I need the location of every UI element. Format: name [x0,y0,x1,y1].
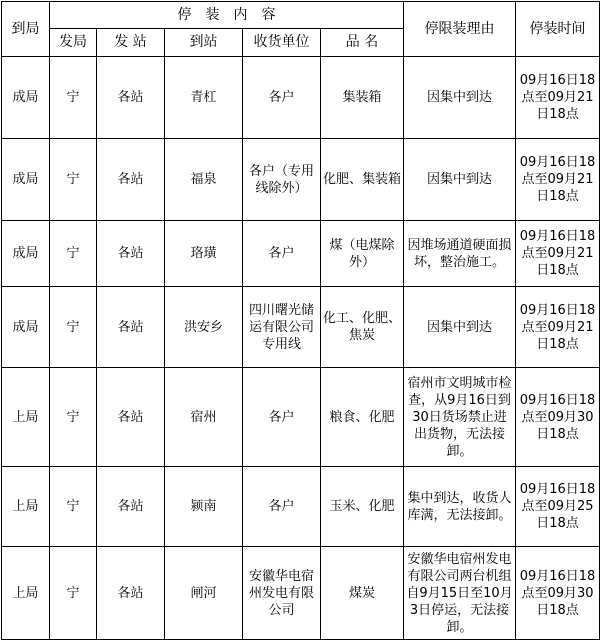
suspension-table [1,1,600,640]
cell-origin-station: 各站 [97,139,165,221]
cell-origin-station: 各站 [97,221,165,287]
cell-arrival-bureau: 上局 [2,368,50,467]
cell-consignee: 安徽华电宿州发电有限公司 [243,547,321,640]
cell-arrival-bureau: 成局 [2,221,50,287]
cell-dest-station: 青杠 [165,57,243,139]
header-origin-bureau: 发局 [50,29,97,57]
cell-origin-bureau: 宁 [50,547,97,640]
cell-dest-station: 闸河 [165,547,243,640]
cell-goods: 煤炭 [321,547,404,640]
cell-goods: 玉米、化肥 [321,467,404,547]
cell-goods: 化工、化肥、焦炭 [321,287,404,368]
cell-origin-station: 各站 [97,287,165,368]
cell-goods: 煤（电煤除外） [321,221,404,287]
cell-arrival-bureau: 上局 [2,467,50,547]
cell-period: 09月16日18点至09月21日18点 [516,221,600,287]
cell-dest-station: 珞璜 [165,221,243,287]
cell-period: 09月16日18点至09月21日18点 [516,57,600,139]
cell-reason: 因集中到达 [404,287,516,368]
cell-dest-station: 福泉 [165,139,243,221]
cell-arrival-bureau: 成局 [2,57,50,139]
table-row [2,57,600,139]
header-origin-station: 发 站 [97,29,165,57]
cell-dest-station: 洪安乡 [165,287,243,368]
cell-reason: 因集中到达 [404,57,516,139]
cell-origin-bureau: 宁 [50,467,97,547]
table-row [2,368,600,467]
cell-consignee: 各户 [243,57,321,139]
cell-origin-station: 各站 [97,547,165,640]
header-consignee: 收货单位 [243,29,321,57]
table-row [2,467,600,547]
cell-reason: 因堆场通道硬面损坏，整治施工。 [404,221,516,287]
header-dest-station: 到站 [165,29,243,57]
cell-goods: 化肥、集装箱 [321,139,404,221]
cell-consignee: 各户 [243,368,321,467]
cell-consignee: 四川曙光储运有限公司专用线 [243,287,321,368]
header-period: 停装时间 [516,2,600,57]
cell-goods: 粮食、化肥 [321,368,404,467]
table-row [2,139,600,221]
cell-reason: 安徽华电宿州发电有限公司两台机组自9月15日至10月3日停运，无法接卸。 [404,547,516,640]
cell-dest-station: 宿州 [165,368,243,467]
cell-period: 09月16日18点至09月21日18点 [516,139,600,221]
header-row-1 [2,2,600,29]
cell-period: 09月16日18点至09月21日18点 [516,287,600,368]
cell-origin-bureau: 宁 [50,368,97,467]
cell-consignee: 各户 [243,467,321,547]
cell-origin-bureau: 宁 [50,139,97,221]
cell-origin-bureau: 宁 [50,221,97,287]
cell-consignee: 各户 [243,221,321,287]
header-goods: 品 名 [321,29,404,57]
table-row [2,287,600,368]
cell-period: 09月16日18点至09月30日18点 [516,368,600,467]
cell-reason: 宿州市文明城市检查，从9月16日到30日货场禁止进出货物，无法接卸。 [404,368,516,467]
cell-origin-station: 各站 [97,368,165,467]
cell-reason: 集中到达，收货人库满，无法接卸。 [404,467,516,547]
header-reason: 停限装理由 [404,2,516,57]
cell-arrival-bureau: 成局 [2,287,50,368]
cell-period: 09月16日18点至09月30日18点 [516,547,600,640]
table-row [2,221,600,287]
cell-arrival-bureau: 成局 [2,139,50,221]
cell-origin-station: 各站 [97,467,165,547]
cell-reason: 因集中到达 [404,139,516,221]
cell-origin-bureau: 宁 [50,287,97,368]
cell-origin-bureau: 宁 [50,57,97,139]
cell-arrival-bureau: 上局 [2,547,50,640]
header-arrival-bureau: 到局 [2,2,50,57]
header-group-title: 停 装 内 容 [50,2,404,29]
table-row [2,547,600,640]
cell-period: 09月16日18点至09月25日18点 [516,467,600,547]
cell-origin-station: 各站 [97,57,165,139]
cell-consignee: 各户（专用线除外） [243,139,321,221]
cell-dest-station: 颍南 [165,467,243,547]
cell-goods: 集装箱 [321,57,404,139]
